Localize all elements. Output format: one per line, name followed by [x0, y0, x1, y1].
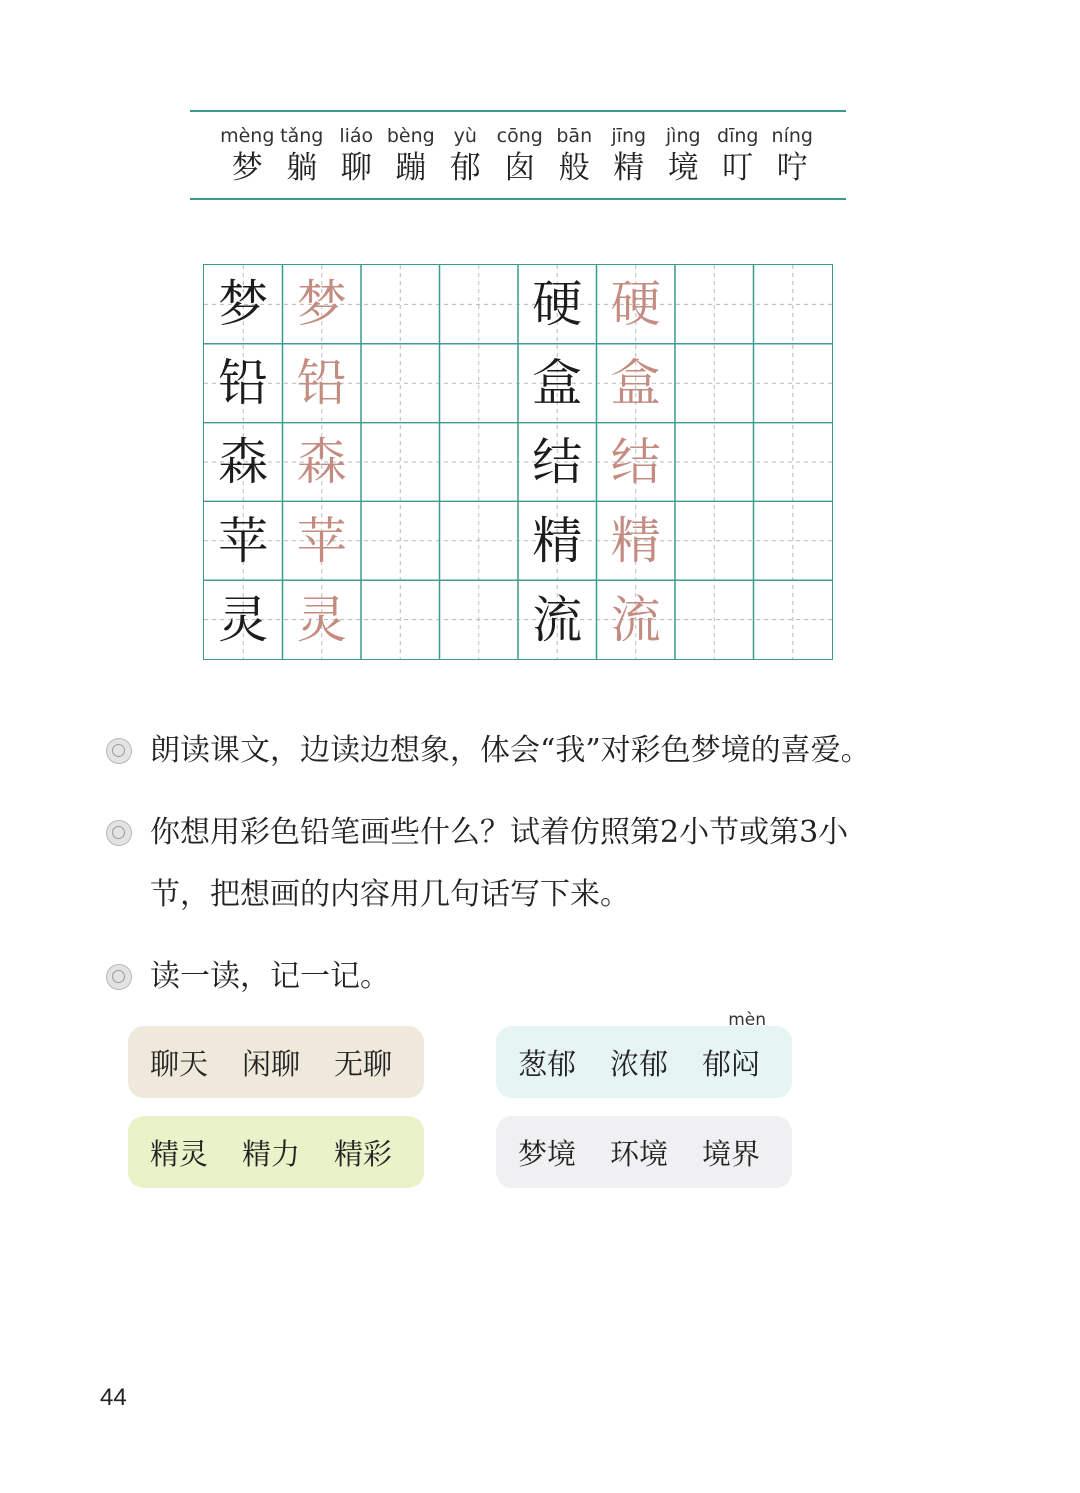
pinyin-cell [765, 124, 820, 188]
pinyin-label: jìng [665, 125, 701, 147]
vocab-word [518, 1042, 576, 1083]
pinyin-label: bān [556, 125, 593, 147]
writing-grid [203, 264, 833, 660]
pinyin-cell [220, 124, 275, 188]
trace-character: 森 [296, 432, 347, 491]
model-character: 硬 [532, 275, 583, 334]
pinyin-label: tǎng [280, 125, 324, 147]
character-label: 蹦 [395, 150, 427, 186]
new-characters-strip [190, 110, 846, 200]
pinyin-label: liáo [339, 125, 374, 147]
character-label: 境 [667, 150, 699, 186]
page-number: 44 [100, 1384, 127, 1411]
model-character: 铅 [218, 354, 269, 413]
character-label: 精 [613, 150, 645, 186]
vocab-word-text: 郁闷 [702, 1046, 761, 1081]
model-character: 梦 [218, 275, 269, 334]
vocab-word [702, 1009, 767, 1083]
vocab-word-text: 葱郁 [518, 1046, 577, 1081]
vocab-word-text: 精力 [242, 1136, 301, 1171]
word-group-jing-realm [496, 1116, 792, 1188]
pinyin-cell [711, 124, 766, 188]
question-1 [106, 720, 966, 782]
question-3 [106, 946, 966, 1008]
model-character: 精 [532, 511, 583, 570]
character-label: 囱 [504, 150, 536, 186]
trace-character: 梦 [296, 275, 347, 334]
trace-character: 盒 [610, 354, 661, 413]
pinyin-label: bèng [386, 125, 435, 147]
question-marker-icon [106, 738, 132, 764]
trace-character: 结 [610, 432, 661, 491]
vocab-word [334, 1132, 392, 1173]
trace-character: 精 [610, 511, 661, 570]
trace-character: 灵 [296, 590, 347, 649]
vocab-word-text: 境界 [702, 1136, 761, 1171]
vocab-word-text: 精灵 [150, 1136, 209, 1171]
word-group-yu [496, 1009, 792, 1098]
vocab-word [242, 1042, 300, 1083]
pinyin-annotation: mèn [728, 1009, 767, 1030]
model-character: 灵 [218, 590, 269, 649]
pinyin-cell [384, 124, 439, 188]
trace-character: 苹 [296, 511, 347, 570]
pinyin-label: yù [453, 125, 477, 147]
pinyin-cell [275, 124, 330, 188]
vocab-word-text: 精彩 [334, 1136, 393, 1171]
character-label: 聊 [340, 150, 372, 186]
vocab-word-text: 无聊 [334, 1046, 393, 1081]
trace-character: 铅 [296, 354, 347, 413]
pinyin-cell [493, 124, 548, 188]
vocab-word [702, 1132, 760, 1173]
question-1-text: 朗读课文，边读边想象，体会“我”对彩色梦境的喜爱。 [150, 733, 871, 768]
vocab-word [150, 1042, 208, 1083]
question-2-text [150, 802, 950, 926]
question-marker-icon [106, 964, 132, 990]
model-character: 森 [218, 432, 269, 491]
character-label: 咛 [776, 150, 808, 186]
character-label: 叮 [722, 150, 754, 186]
pinyin-label: dīng [717, 125, 759, 147]
pinyin-row [220, 124, 820, 188]
vocab-word [150, 1132, 208, 1173]
vocab-word [518, 1132, 576, 1173]
question-marker-icon [106, 820, 132, 846]
vocab-word-text: 环境 [610, 1136, 669, 1171]
character-label: 般 [558, 150, 590, 186]
vocab-word-text: 聊天 [150, 1046, 209, 1081]
pinyin-cell [438, 124, 493, 188]
vocab-word-text: 梦境 [518, 1136, 577, 1171]
model-character: 苹 [218, 511, 269, 570]
model-character: 结 [532, 432, 583, 491]
question-2 [106, 802, 966, 926]
word-group-jing-spirit [128, 1116, 424, 1188]
vocab-word-text: 浓郁 [610, 1046, 669, 1081]
pinyin-label: mèng [220, 125, 275, 147]
question-3-text: 读一读，记一记。 [150, 959, 390, 994]
vocab-word-text: 闲聊 [242, 1046, 301, 1081]
vocab-word [610, 1042, 668, 1083]
question-2-line-1: 你想用彩色铅笔画些什么？试着仿照第2小节或第3小 [150, 815, 849, 850]
pinyin-label: jīng [611, 125, 647, 147]
trace-character: 流 [610, 590, 661, 649]
pinyin-cell [656, 124, 711, 188]
pinyin-label: cōng [496, 125, 543, 147]
pinyin-cell [547, 124, 602, 188]
model-character: 盒 [532, 354, 583, 413]
model-character: 流 [532, 590, 583, 649]
word-group-liao [128, 1026, 424, 1098]
character-label: 梦 [231, 150, 263, 186]
character-label: 躺 [286, 150, 318, 186]
vocab-word [610, 1132, 668, 1173]
character-label: 郁 [449, 150, 481, 186]
trace-character: 硬 [610, 275, 661, 334]
pinyin-cell [329, 124, 384, 188]
vocab-word [334, 1042, 392, 1083]
pinyin-cell [602, 124, 657, 188]
question-2-line-2: 节，把想画的内容用几句话写下来。 [150, 877, 630, 912]
pinyin-label: níng [771, 125, 813, 147]
vocab-word [242, 1132, 300, 1173]
